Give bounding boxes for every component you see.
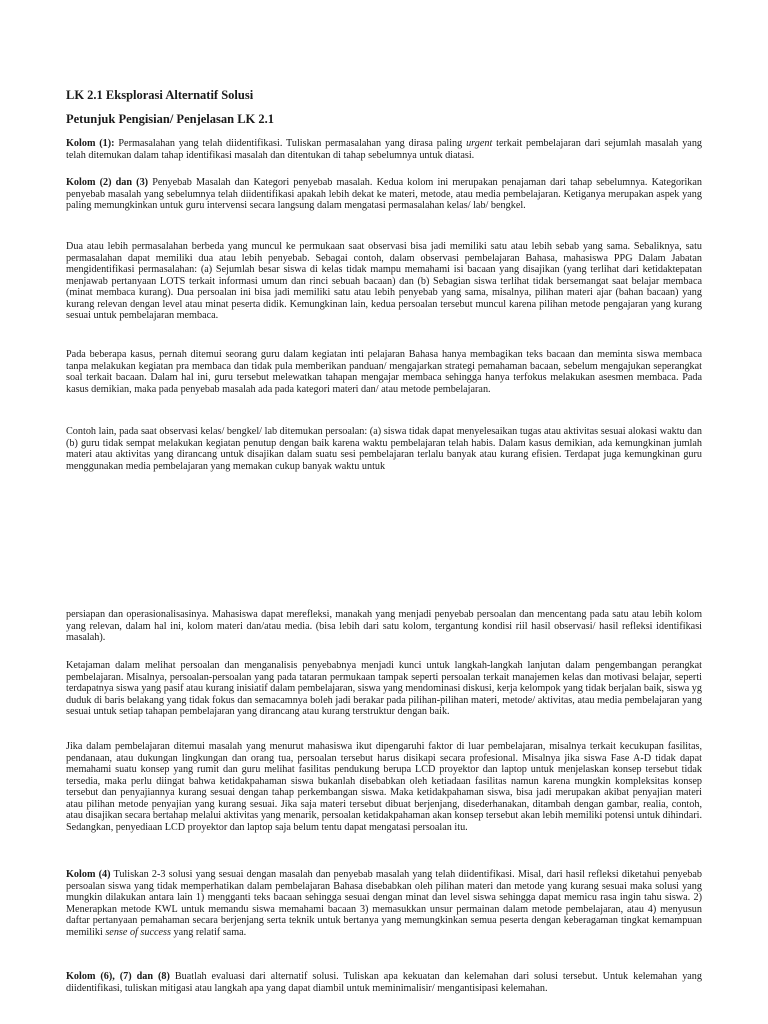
paragraph-kolom-4 xyxy=(66,869,702,938)
paragraph-kolom-6-7-8 xyxy=(66,971,702,994)
section-subtitle: Petunjuk Pengisian/ Penjelasan LK 2.1 xyxy=(66,112,275,126)
paragraph-external-factors: Jika dalam pembelajaran ditemui masalah yang menurut mahasiswa ikut dipengaruhi faktor di luar pembelajaran, misalnya terkait kecukupan fasilitas, pendanaan, atau dukungan lingkungan dan orang tua, persoalan tersebut harus disikapi secara profesional. Misalnya jika siswa Fase A-D tidak dapat memahami suatu konsep yang rumit dan guru melihat fasilitas pendukung berupa LCD proyektor dan laptop untuk menjelaskan konsep tersebut tidak tersedia, maka perlu diingat bahwa ketidakpahaman siswa bukanlah disebabkan oleh ketiadaan fasilitas namun karena mungkin kompleksitas konsep tersebut dan penyajiannya kurang sesuai dengan tahap perkembangan siswa. Maka ketidakpahaman siswa, bisa jadi merupakan akibat penyajian materi atau pilihan metode penyajian yang kurang sesuai. Jika saja materi tersebut dibuat berjenjang, disederhanakan, ditambah dengan gambar, realia, contoh, atau disajikan secara bertahap melalui aktivitas yang menarik, persoalan ketidakpahaman akan konsep tersebut akan lebih memiliki potensi untuk dihindari. Sedangkan, penyediaan LCD proyektor dan laptop saja belum tentu dapat mengatasi persoalan itu. xyxy=(66,741,702,833)
paragraph-kolom-2-3 xyxy=(66,177,702,212)
kolom-4-emphasis: sense of success xyxy=(105,926,171,938)
kolom-6-7-8-label: Kolom (6), (7) dan (8) xyxy=(66,971,170,982)
kolom-1-emphasis: urgent xyxy=(466,138,493,149)
kolom-6-7-8-text: Buatlah evaluasi dari alternatif solusi. Tuliskan apa kekuatan dan kelemahan dari solusi tersebut. Untuk kelemahan yang diidentifikasi, tuliskan mitigasi atau langkah apa yang dapat diambil untuk meminimalisir/ mengantisipasi kelemahan. xyxy=(66,971,702,994)
paragraph-case-time-continued: persiapan dan operasionalisasinya. Mahasiswa dapat merefleksi, manakah yang menjadi penyebab persoalan dan mencentang pada satu atau lebih kolom yang relevan, dalam hal ini, kolom materi dan/atau media. (bisa lebih dari satu kolom, tergantung kondisi riil hasil observasi/ hasil refleksi identifikasi masalah). xyxy=(66,609,702,643)
paragraph-kolom-1 xyxy=(66,138,702,161)
kolom-4-text-a: Tuliskan 2-3 solusi yang sesuai dengan masalah dan penyebab masalah yang telah diidentifikasi. Misal, dari hasil refleksi diketahui penyebab persoalan siswa yang tidak memperhatikan dalam pembelajaran Bahasa disebabkan oleh pilihan materi dan metode yang kurang sesuai maka solusi yang mungkin dilakukan antara lain 1) mengganti teks bacaan sehingga sesuai dengan minat dan level siswa sehingga dapat memicu rasa ingin tahu siswa. 2) Menerapkan metode KWL untuk memandu siswa memahami bacaan 3) memasukkan unsur permainan dalam metode pembelajaran, atau 4) menyusun daftar pertanyaan pemahaman secara berjenjang serta teknik untuk bertanya yang memungkinkan semua peserta dengan keberagaman tingkat kemampuan memiliki xyxy=(66,869,703,938)
paragraph-case-time: Contoh lain, pada saat observasi kelas/ bengkel/ lab ditemukan persoalan: (a) siswa tidak dapat menyelesaikan tugas atau aktivitas sesuai alokasi waktu dan (b) guru tidak sempat melakukan kegiatan penutup dengan baik karena waktu pembelajaran telah habis. Dalam kasus demikian, ada kemungkinan jumlah materi atau aktivitas yang dirancang untuk disajikan dalam suatu sesi pembelajaran terlalu banyak atau kurang efisien. Terdapat juga kemungkinan guru menggunakan media pembelajaran yang memakan cukup banyak waktu untuk xyxy=(66,426,702,472)
kolom-2-3-label: Kolom (2) dan (3) xyxy=(66,177,149,188)
kolom-1-label: Kolom (1): xyxy=(66,138,115,149)
kolom-2-3-text: Penyebab Masalah dan Kategori penyebab masalah. Kedua kolom ini merupakan penajaman dari tahap sebelumnya. Kategorikan penyebab masalah yang sebelumnya telah diidentifikasi apakah lebih dekat ke materi, metode, atau media pembelajaran. Ketiganya merupakan aspek yang paling memungkinkan untuk guru intervensi secara langsung dalam mengatasi permasalahan kelas/ lab/ bengkel. xyxy=(66,177,702,211)
kolom-1-text-a: Permasalahan yang telah diidentifikasi. Tuliskan permasalahan yang dirasa paling xyxy=(114,138,467,149)
kolom-4-text-b: yang relatif sama. xyxy=(170,926,247,938)
paragraph-example-causes: Dua atau lebih permasalahan berbeda yang muncul ke permukaan saat observasi bisa jadi memiliki satu atau lebih sebab yang sama. Sebaliknya, satu permasalahan dapat memiliki dua atau lebih penyebab. Sebagai contoh, dalam observasi pembelajaran Bahasa, mahasiswa PPG Dalam Jabatan mengidentifikasi permasalahan: (a) Sejumlah besar siswa di kelas tidak mampu memahami isi bacaan yang disajikan (yang terlihat dari ketidaktepatan menjawab pertanyaan LOTS terkait informasi umum dan rinci sebuah bacaan) dan (b) Sebagian siswa terlihat tidak bersemangat saat belajar membaca (minat membaca kurang). Dua persoalan ini bisa jadi memiliki satu atau lebih penyebab yang sama, misalnya, pilihan materi ajar (bahan bacaan) yang kurang relevan dengan level atau minat peserta didik. Kemungkinan lain, kedua persoalan tersebut muncul karena pilihan metode pengajaran yang kurang sesuai untuk pembelajaran membaca. xyxy=(66,241,702,321)
paragraph-case-reading: Pada beberapa kasus, pernah ditemui seorang guru dalam kegiatan inti pelajaran Bahasa hanya membagikan teks bacaan dan meminta siswa membaca tanpa melakukan kegiatan pra membaca dan tidak pula memberikan panduan/ mengajarkan strategi pemahaman bacaan, sebelum mengajukan seperangkat soal terkait bacaan. Dalam hal ini, guru tersebut melewatkan tahapan mengajar membaca sehingga hanya terfokus melakukan asesmen membaca. Pada kasus demikian, maka pada penyebab masalah ada pada kategori materi dan/ atau metode pembelajaran. xyxy=(66,349,702,395)
kolom-4-label: Kolom (4) xyxy=(66,869,111,880)
kolom-1-text-b: terkait pembelajaran dari sejumlah masalah yang telah ditemukan dalam tahap identifikasi masalah dan ditentukan di tahap sebelumnya untuk diatasi. xyxy=(66,138,703,161)
page-title: LK 2.1 Eksplorasi Alternatif Solusi xyxy=(66,88,254,102)
paragraph-analysis: Ketajaman dalam melihat persoalan dan menganalisis penyebabnya menjadi kunci untuk langkah-langkah lanjutan dalam pengembangan perangkat pembelajaran. Misalnya, persoalan-persoalan yang pada tataran permukaan tampak seperti persoalan terkait manajemen kelas dan motivasi belajar, seperti terdapatnya siswa yang pasif atau kurang inisiatif dalam pembelajaran, siswa yang mendominasi diskusi, kerja kelompok yang tidak berjalan baik, siswa yg duduk di baris belakang yang tidak fokus dan semacamnya boleh jadi berakar pada pilihan-pilihan materi, metode/ aktivitas, atau media pembelajaran yang sesuai untuk setiap tahapan pembelajaran yang dirancang atau kurang terstruktur dengan baik. xyxy=(66,660,702,717)
